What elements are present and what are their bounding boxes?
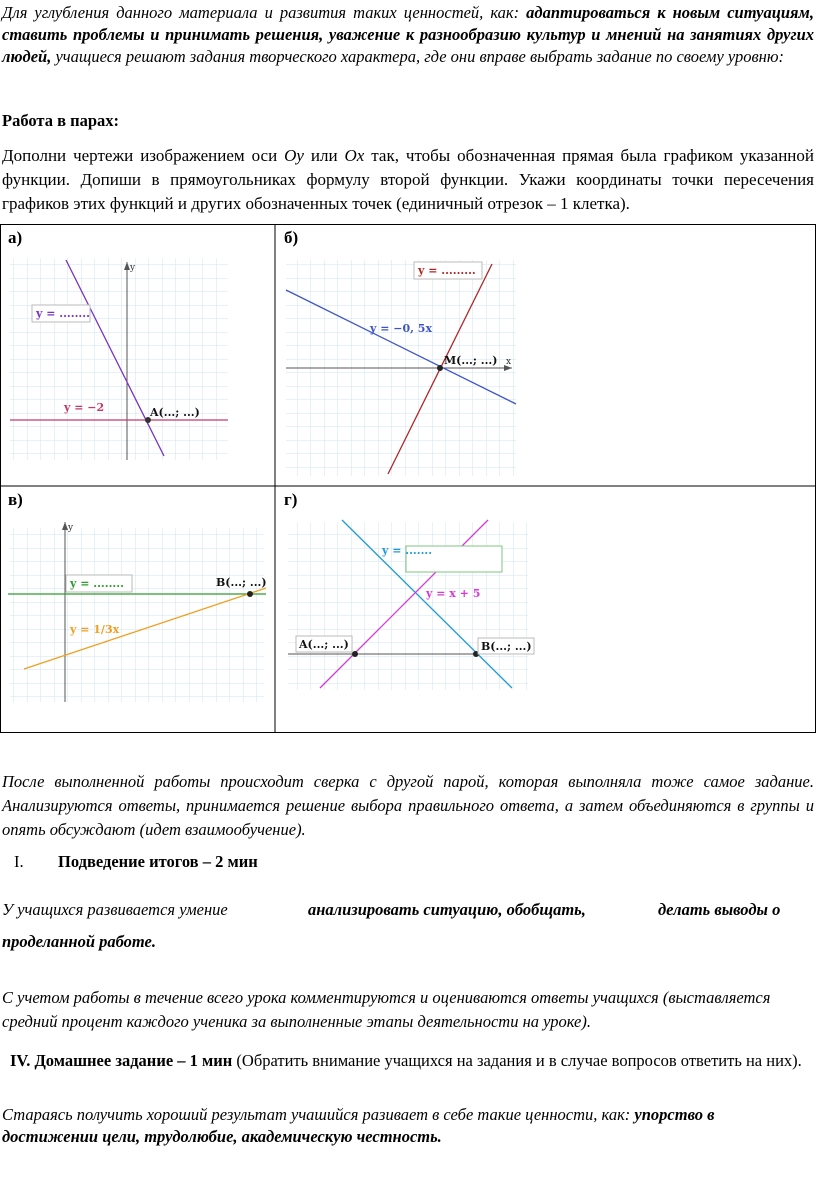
pair-work-task <box>2 144 814 216</box>
pair-work-heading: Работа в парах: <box>2 111 120 130</box>
intro-paragraph <box>2 2 814 68</box>
summary-heading <box>14 852 258 872</box>
point-label-b-g: B(...; ...) <box>481 640 532 653</box>
box-label-v: y = ........ <box>70 577 124 590</box>
point-label-b: M(...; ...) <box>444 354 498 367</box>
axis-label-a: y <box>130 263 136 273</box>
box-label-g: y = ....... <box>382 544 433 557</box>
figure-label-g: г) <box>284 490 298 509</box>
skills-1: анализировать ситуацию, обобщать, <box>308 900 586 919</box>
point-m <box>437 365 443 371</box>
homework-title: IV. Домашнее задание – 1 мин <box>10 1051 233 1070</box>
skills-3: проделанной работе. <box>2 932 156 951</box>
figure-a <box>10 258 228 460</box>
figure-v <box>8 522 267 702</box>
point-label-a-g: A(...; ...) <box>299 638 349 651</box>
point-b-v <box>247 591 253 597</box>
axis-ox: Ox <box>344 146 365 165</box>
after-paragraph: После выполненной работы происходит сверка с другой парой, которая выполняла тоже самое задание. Анализируются ответы, принимается решение выбора правильного ответа, а затем объединяются в группы и опять обсуждают (идет взаимообучение). <box>2 772 814 839</box>
line-label-g: y = x + 5 <box>426 587 481 600</box>
axis-label-b: x <box>506 357 512 367</box>
skills-line <box>2 900 814 920</box>
box-label-b: y = ......... <box>418 264 476 277</box>
summary-title: Подведение итогов – 2 мин <box>58 852 258 871</box>
comment-paragraph: С учетом работы в течение всего урока комментируются и оцениваются ответы учащихся (выставляется средний процент каждого ученика за выполненные этапы деятельности на уроке). <box>2 988 771 1031</box>
line-label-b: y = −0, 5x <box>370 322 433 335</box>
closing-text: Стараясь получить хороший результат учашийся разивает в себе такие ценности, как: <box>2 1105 635 1124</box>
intro-text-1: Для углубления данного материала и развития таких ценностей, как: <box>2 3 527 22</box>
point-a-g <box>352 651 358 657</box>
task-text-2: так, чтобы обозначенная прямая была графиком указанной функции. Допиши в прямоугольниках формулу второй функции. Укажи координаты точки пересечения графиков этих функций и других обозначенных точек (единичный отрезок – 1 клетка). <box>2 146 814 213</box>
summary-numeral: I. <box>14 852 24 871</box>
point-label-a: A(...; ...) <box>150 406 200 419</box>
axis-oy: Oy <box>284 146 304 165</box>
closing-paragraph <box>2 1104 814 1148</box>
figure-label-a: а) <box>8 228 23 247</box>
homework-paragraph <box>10 1050 814 1072</box>
figure-g <box>288 520 534 690</box>
line-label-a: y = −2 <box>64 401 105 414</box>
figure-label-b: б) <box>284 228 299 247</box>
skills-lead: У учащихся развивается умение <box>2 900 228 919</box>
closing-values: упорство в достижении цели, трудолюбие, академическую честность. <box>2 1105 715 1146</box>
line-label-v: y = 1/3x <box>70 623 120 636</box>
task-or: или <box>303 146 345 165</box>
point-label-v: B(...; ...) <box>216 576 267 589</box>
task-text-1: Дополни чертежи изображением оси <box>2 146 285 165</box>
intro-values: адаптироваться к новым ситуациям, ставить проблемы и принимать решения, уважение к разнообразию культур и мнений на занятиях других людей, <box>2 3 814 66</box>
intro-text-2: учащиеся решают задания творческого характера, где они вправе выбрать задание по своему уровню: <box>51 47 784 66</box>
skills-2: делать выводы о <box>658 900 781 919</box>
box-label-a: y = ........ <box>36 307 90 320</box>
figure-b <box>286 260 516 476</box>
figure-grid-svg <box>0 224 816 734</box>
figure-table <box>0 224 816 734</box>
homework-text: (Обратить внимание учащихся на задания и в случае вопросов ответить на них). <box>232 1051 802 1070</box>
axis-label-v: y <box>68 523 74 533</box>
figure-label-v: в) <box>8 490 23 509</box>
